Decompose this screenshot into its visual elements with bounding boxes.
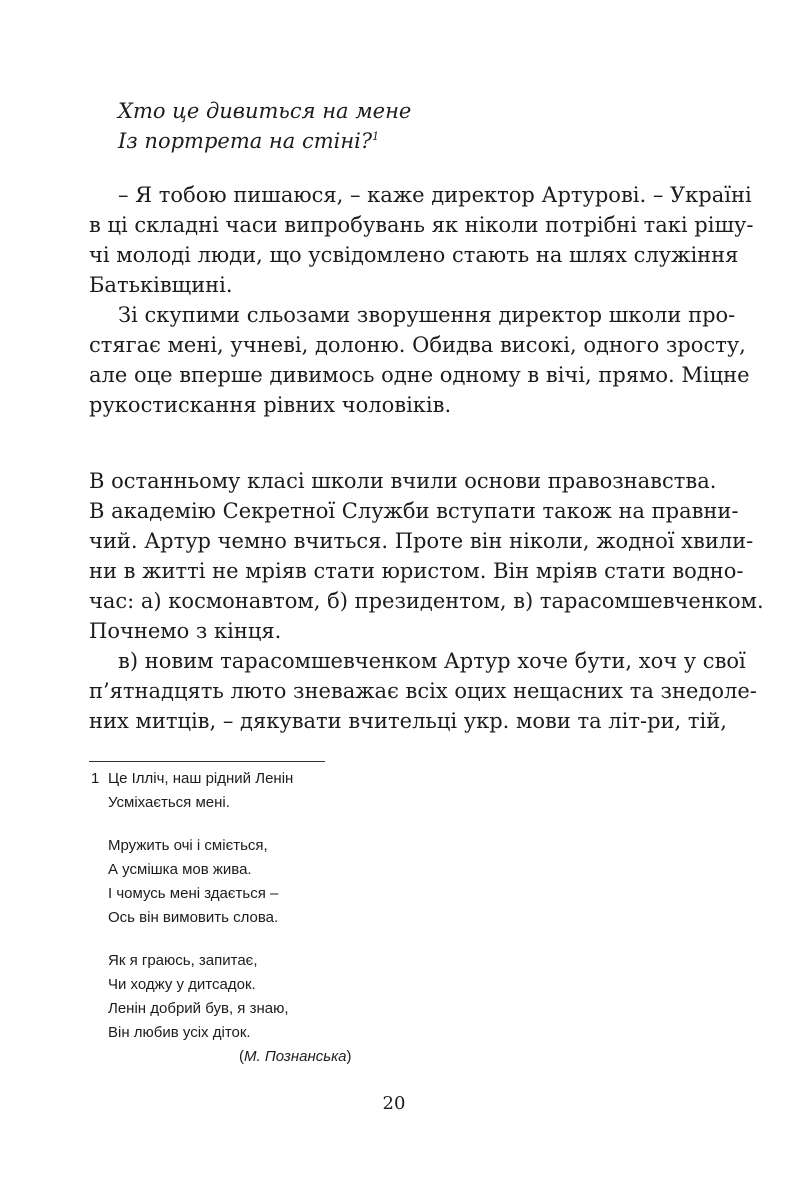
footnote-number: 1 bbox=[91, 770, 100, 787]
text-line: але оце вперше дивимось одне одному в вічі, прямо. Міцне bbox=[89, 363, 750, 387]
text-line: – Я тобою пишаюся, – каже директор Артурові. – Україні bbox=[118, 183, 752, 207]
text-line: стягає мені, учневі, долоню. Обидва високі, одного зросту, bbox=[89, 333, 746, 357]
footnote-line: Мружить очі і сміється, bbox=[108, 837, 268, 854]
epigraph-line: Із портрета на стіні?$^1$ bbox=[118, 129, 380, 153]
footnote-line: А усмішка мов жива. bbox=[108, 861, 252, 878]
text-line: Почнемо з кінця. bbox=[89, 619, 282, 643]
text-line: в ці складні часи випробувань як ніколи потрібні такі рішу- bbox=[89, 213, 754, 237]
text-line: час: а) космонавтом, б) президентом, в) тарасомшевченком. bbox=[89, 589, 764, 613]
footnote-ref: 1 bbox=[372, 130, 380, 143]
text-line: п’ятнадцять люто зневажає всіх оцих нещасних та знедоле- bbox=[89, 679, 757, 703]
footnote-line: Усміхається мені. bbox=[108, 794, 230, 811]
text-line: рукостискання рівних чоловіків. bbox=[89, 393, 452, 417]
text-line: В академію Секретної Служби вступати також на правни- bbox=[89, 499, 739, 523]
text-line: чий. Артур чемно вчиться. Проте він ніколи, жодної хвили- bbox=[89, 529, 754, 553]
footnote-line: Чи ходжу у дитсадок. bbox=[108, 976, 256, 993]
footnote-line: Ось він вимовить слова. bbox=[108, 909, 279, 926]
footnote-line: Ленін добрий був, я знаю, bbox=[108, 1000, 289, 1017]
page-number: 20 bbox=[382, 1093, 406, 1114]
text-line: в) новим тарасомшевченком Артур хоче бути, хоч у свої bbox=[118, 649, 746, 673]
text-line: них митців, – дякувати вчительці укр. мови та літ-ри, тій, bbox=[89, 709, 727, 733]
text-line: Батьківщині. bbox=[89, 273, 233, 297]
epigraph-line: Хто це дивиться на мене bbox=[118, 99, 412, 123]
footnote-line: Як я граюсь, запитає, bbox=[108, 952, 258, 969]
text-line: Зі скупими сльозами зворушення директор школи про- bbox=[118, 303, 736, 327]
footnote-line: І чомусь мені здається – bbox=[108, 885, 279, 902]
text-line: В останньому класі школи вчили основи правознавства. bbox=[89, 469, 717, 493]
text-line: чі молоді люди, що усвідомлено стають на шлях служіння bbox=[89, 243, 739, 267]
footnote-divider bbox=[89, 761, 325, 762]
text-line: ни в житті не мріяв стати юристом. Він мріяв стати водно- bbox=[89, 559, 744, 583]
footnote-line: Він любив усіх діток. bbox=[108, 1024, 251, 1041]
footnote-author: (М. Познанська) bbox=[239, 1048, 352, 1065]
footnote-line: Це Ілліч, наш рідний Ленін bbox=[108, 770, 294, 787]
